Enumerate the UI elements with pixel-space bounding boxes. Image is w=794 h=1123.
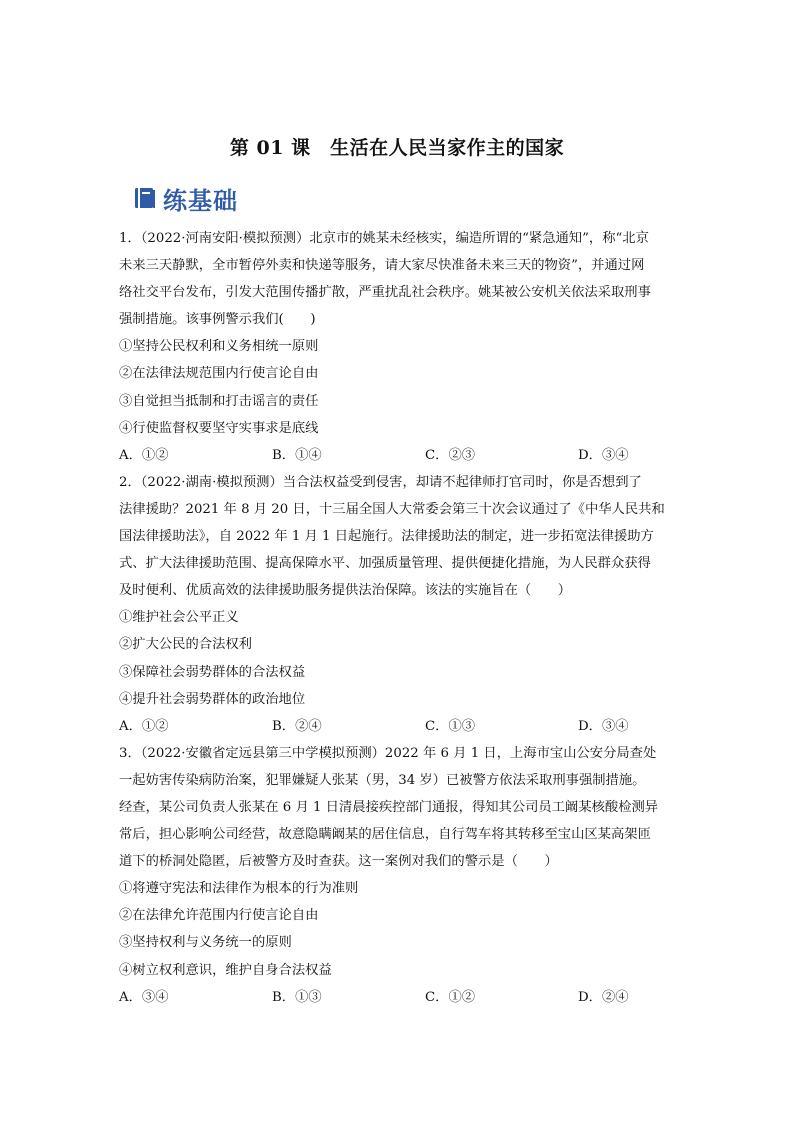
statement-item: ①坚持公民权利和义务相统一原则 [119,339,319,355]
option-b: B．①④ [272,447,322,463]
option-d: D．③④ [578,447,629,463]
question-stem-line: 1．（2022·河南安阳·模拟预测）北京市的姚某未经核实，编造所谓的“紧急通知”，称“北京 [119,231,649,246]
option-d: D．③④ [578,718,629,734]
question-2 [119,469,679,740]
statement-item: ③保障社会弱势群体的合法权益 [119,664,306,680]
statement-item: ②在法律法规范围内行使言论自由 [119,366,319,382]
option-b: B．①③ [272,989,322,1005]
question-stem-line: 2．（2022·湖南·模拟预测）当合法权益受到侵害，却请不起律师打官司时，你是否想到了 [119,474,642,490]
question-stem-line: 3．（2022·安徽省定远县第三中学模拟预测）2022 年 6 月 1 日，上海市宝山公安分局查处 [119,745,657,761]
statement-item: ③自觉担当抵制和打击谣言的责任 [119,393,319,409]
question-stem-line: 及时便利、优质高效的法律援助服务提供法治保障。该法的实施旨在（ ） [119,583,572,599]
question-1 [119,225,679,469]
question-stem-line: 一起妨害传染病防治案，犯罪嫌疑人张某（男，34 岁）已被警方依法采取刑事强制措施。 [119,772,646,788]
question-stem-line: 经查，某公司负责人张某在 6 月 1 日清晨接疾控部门通报，得知其公司员工阚某核酸检测异 [119,799,659,815]
answer-options [119,984,679,1011]
question-stem-line: 道下的桥洞处隐匿，后被警方及时查获。这一案例对我们的警示是（ ） [119,854,558,870]
option-c: C．②③ [425,447,476,463]
option-b: B．②④ [272,718,322,734]
question-list [119,225,679,1011]
option-d: D．②④ [578,989,629,1005]
question-stem-line: 式、扩大法律援助范围、提高保障水平、加强质量管理、提供便捷化措施，为人民群众获得 [119,556,651,572]
answer-options [119,442,679,469]
question-stem-line: 法律援助？2021 年 8 月 20 日，十三届全国人大常委会第三十次会议通过了《中华人民共和 [119,501,665,517]
statement-item: ③坚持权利与义务统一的原则 [119,935,292,951]
statement-item: ②在法律允许范围内行使言论自由 [119,908,319,924]
statement-item: ①维护社会公平正义 [119,610,239,626]
option-a: A．③④ [119,989,169,1005]
book-icon [133,186,157,210]
option-a: A．①② [119,718,169,734]
question-stem-line: 常后，担心影响公司经营，故意隐瞒阚某的居住信息，自行驾车将其转移至宝山区某高架匝 [119,827,651,843]
question-stem-line: 国法律援助法》，自 2022 年 1 月 1 日起施行。法律援助法的制定，进一步拓宽法律援助方 [119,529,654,545]
question-3 [119,740,679,1011]
statement-item: ①将遵守宪法和法律作为根本的行为准则 [119,881,359,897]
option-a: A．①② [119,447,169,463]
section-heading [133,182,238,214]
question-stem-line: 强制措施。该事例警示我们( ) [119,312,316,328]
question-stem-line: 络社交平台发布，引发大范围传播扩散，严重扰乱社会秩序。姚某被公安机关依法采取刑事 [119,285,651,301]
answer-options [119,713,679,740]
statement-item: ②扩大公民的合法权利 [119,637,252,653]
option-c: C．①③ [425,718,476,734]
statement-item: ④提升社会弱势群体的政治地位 [119,691,306,707]
question-stem-line: 未来三天静默，全市暂停外卖和快递等服务，请大家尽快准备未来三天的物资”，并通过网 [119,258,645,274]
option-c: C．①② [425,989,476,1005]
page-title: 第 01 课 生活在人民当家作主的国家 [229,137,565,159]
section-heading-label: 练基础 [163,186,238,215]
statement-item: ④行使监督权要坚守实事求是底线 [119,420,319,436]
statement-item: ④树立权利意识，维护自身合法权益 [119,962,332,978]
